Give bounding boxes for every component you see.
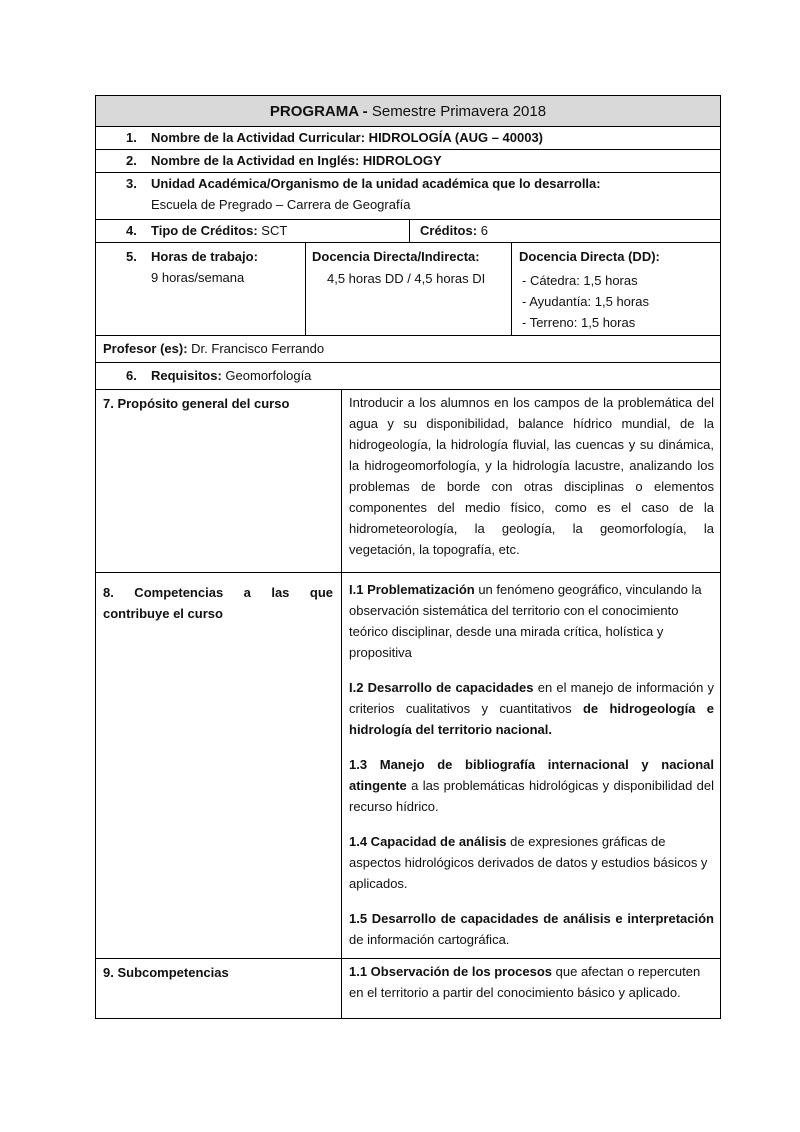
subcompetencies-label: 9. Subcompetencias: [103, 965, 229, 980]
direct-teaching-label: Docencia Directa (DD):: [519, 249, 660, 264]
credit-type-label: Tipo de Créditos:: [151, 223, 258, 238]
competency-item: I.2 Desarrollo de capacidades en el manejo de información y criterios cualitativos y cuantitativos de hidrogeología e hidrología del territorio nacional.: [349, 680, 715, 737]
title-prefix: PROGRAMA -: [269, 103, 368, 120]
credits-cell: [409, 220, 720, 242]
program-table: [95, 95, 721, 1019]
purpose-cell: [341, 390, 720, 572]
subcompetencies-cell: [341, 959, 720, 1018]
purpose-label: 7. Propósito general del curso: [103, 396, 290, 411]
fieldwork-hours: - Terreno: 1,5 horas: [522, 315, 636, 330]
competencies-cell: [341, 573, 720, 958]
item-number: 4.: [126, 223, 137, 238]
row-credits: [95, 220, 721, 243]
lecture-hours: - Cátedra: 1,5 horas: [522, 273, 638, 288]
assistantship-hours: - Ayudantía: 1,5 horas: [522, 294, 649, 309]
competencies-label: 8. Competencias a las que contribuye el curso: [103, 585, 333, 621]
item-number: 6.: [126, 368, 137, 383]
requirements-label: Requisitos:: [151, 368, 222, 383]
title-semester: Semestre Primavera 2018: [371, 103, 547, 120]
row-english-name: [95, 150, 721, 173]
row-requirements: [95, 363, 721, 390]
competency-item: I.1 Problematización un fenómeno geográfico, vinculando la observación sistemática del territorio con el conocimiento teórico disciplinar, desde una mirada crítica, holística y propositiva: [349, 582, 702, 660]
direct-indirect-value: 4,5 horas DD / 4,5 horas DI: [327, 271, 486, 286]
row-purpose: [95, 390, 721, 573]
direct-teaching-cell: [511, 243, 720, 335]
row-subcompetencies: [95, 959, 721, 1019]
english-name-label: Nombre de la Actividad en Inglés:: [151, 153, 360, 168]
credit-type-value: SCT: [261, 223, 288, 238]
work-hours-label: Horas de trabajo:: [151, 249, 258, 264]
row-activity-name: [95, 127, 721, 150]
purpose-text: Introducir a los alumnos en los campos de la problemática del agua y su disponibilidad, balance hídrico mundial, de la hidrogeología, la hidrología fluvial, las cuencas y su dinámica, la hidrogeomorfología, y la hidrología lacustre, analizando los problemas de borde con otras disciplinas o elementos componentes del medio físico, como es el caso de la hidrometeorología, la geología, la geomorfología, la vegetación, la topografía, etc.: [349, 395, 714, 557]
direct-indirect-cell: [305, 243, 512, 335]
row-academic-unit: [95, 173, 721, 220]
direct-indirect-label: Docencia Directa/Indirecta:: [312, 249, 480, 264]
requirements-value: Geomorfología: [225, 368, 312, 383]
work-hours-value: 9 horas/semana: [151, 270, 245, 285]
program-title: [95, 95, 721, 127]
professor-label: Profesor (es):: [103, 341, 188, 356]
professor-name: Dr. Francisco Ferrando: [191, 341, 325, 356]
activity-name: Nombre de la Actividad Curricular: HIDROLOGÍA (AUG – 40003): [151, 130, 544, 145]
row-competencies: [95, 573, 721, 959]
row-professor: [95, 336, 721, 363]
academic-unit-label: Unidad Académica/Organismo de la unidad académica que lo desarrolla:: [151, 176, 601, 191]
english-name-value: HIDROLOGY: [362, 153, 442, 168]
academic-unit-value: Escuela de Pregrado – Carrera de Geografía: [151, 197, 411, 212]
credits-label: Créditos:: [420, 223, 478, 238]
row-work-hours: [95, 243, 721, 336]
competency-item: 1.5 Desarrollo de capacidades de análisis e interpretación de información cartográfica.: [349, 911, 714, 947]
item-number: 3.: [126, 176, 137, 191]
subcompetency-item: 1.1 Observación de los procesos que afectan o repercuten en el territorio a partir del conocimiento básico y aplicado.: [349, 964, 701, 1000]
item-number: 1.: [126, 130, 137, 145]
competency-item: 1.4 Capacidad de análisis de expresiones gráficas de aspectos hidrológicos derivados de datos y estudios básicos y aplicados.: [349, 834, 708, 891]
competency-item: 1.3 Manejo de bibliografía internacional y nacional atingente a las problemáticas hidrológicas y disponibilidad del recurso hídrico.: [349, 757, 714, 814]
item-number: 5.: [126, 249, 137, 264]
credits-value: 6: [480, 223, 488, 238]
item-number: 2.: [126, 153, 137, 168]
